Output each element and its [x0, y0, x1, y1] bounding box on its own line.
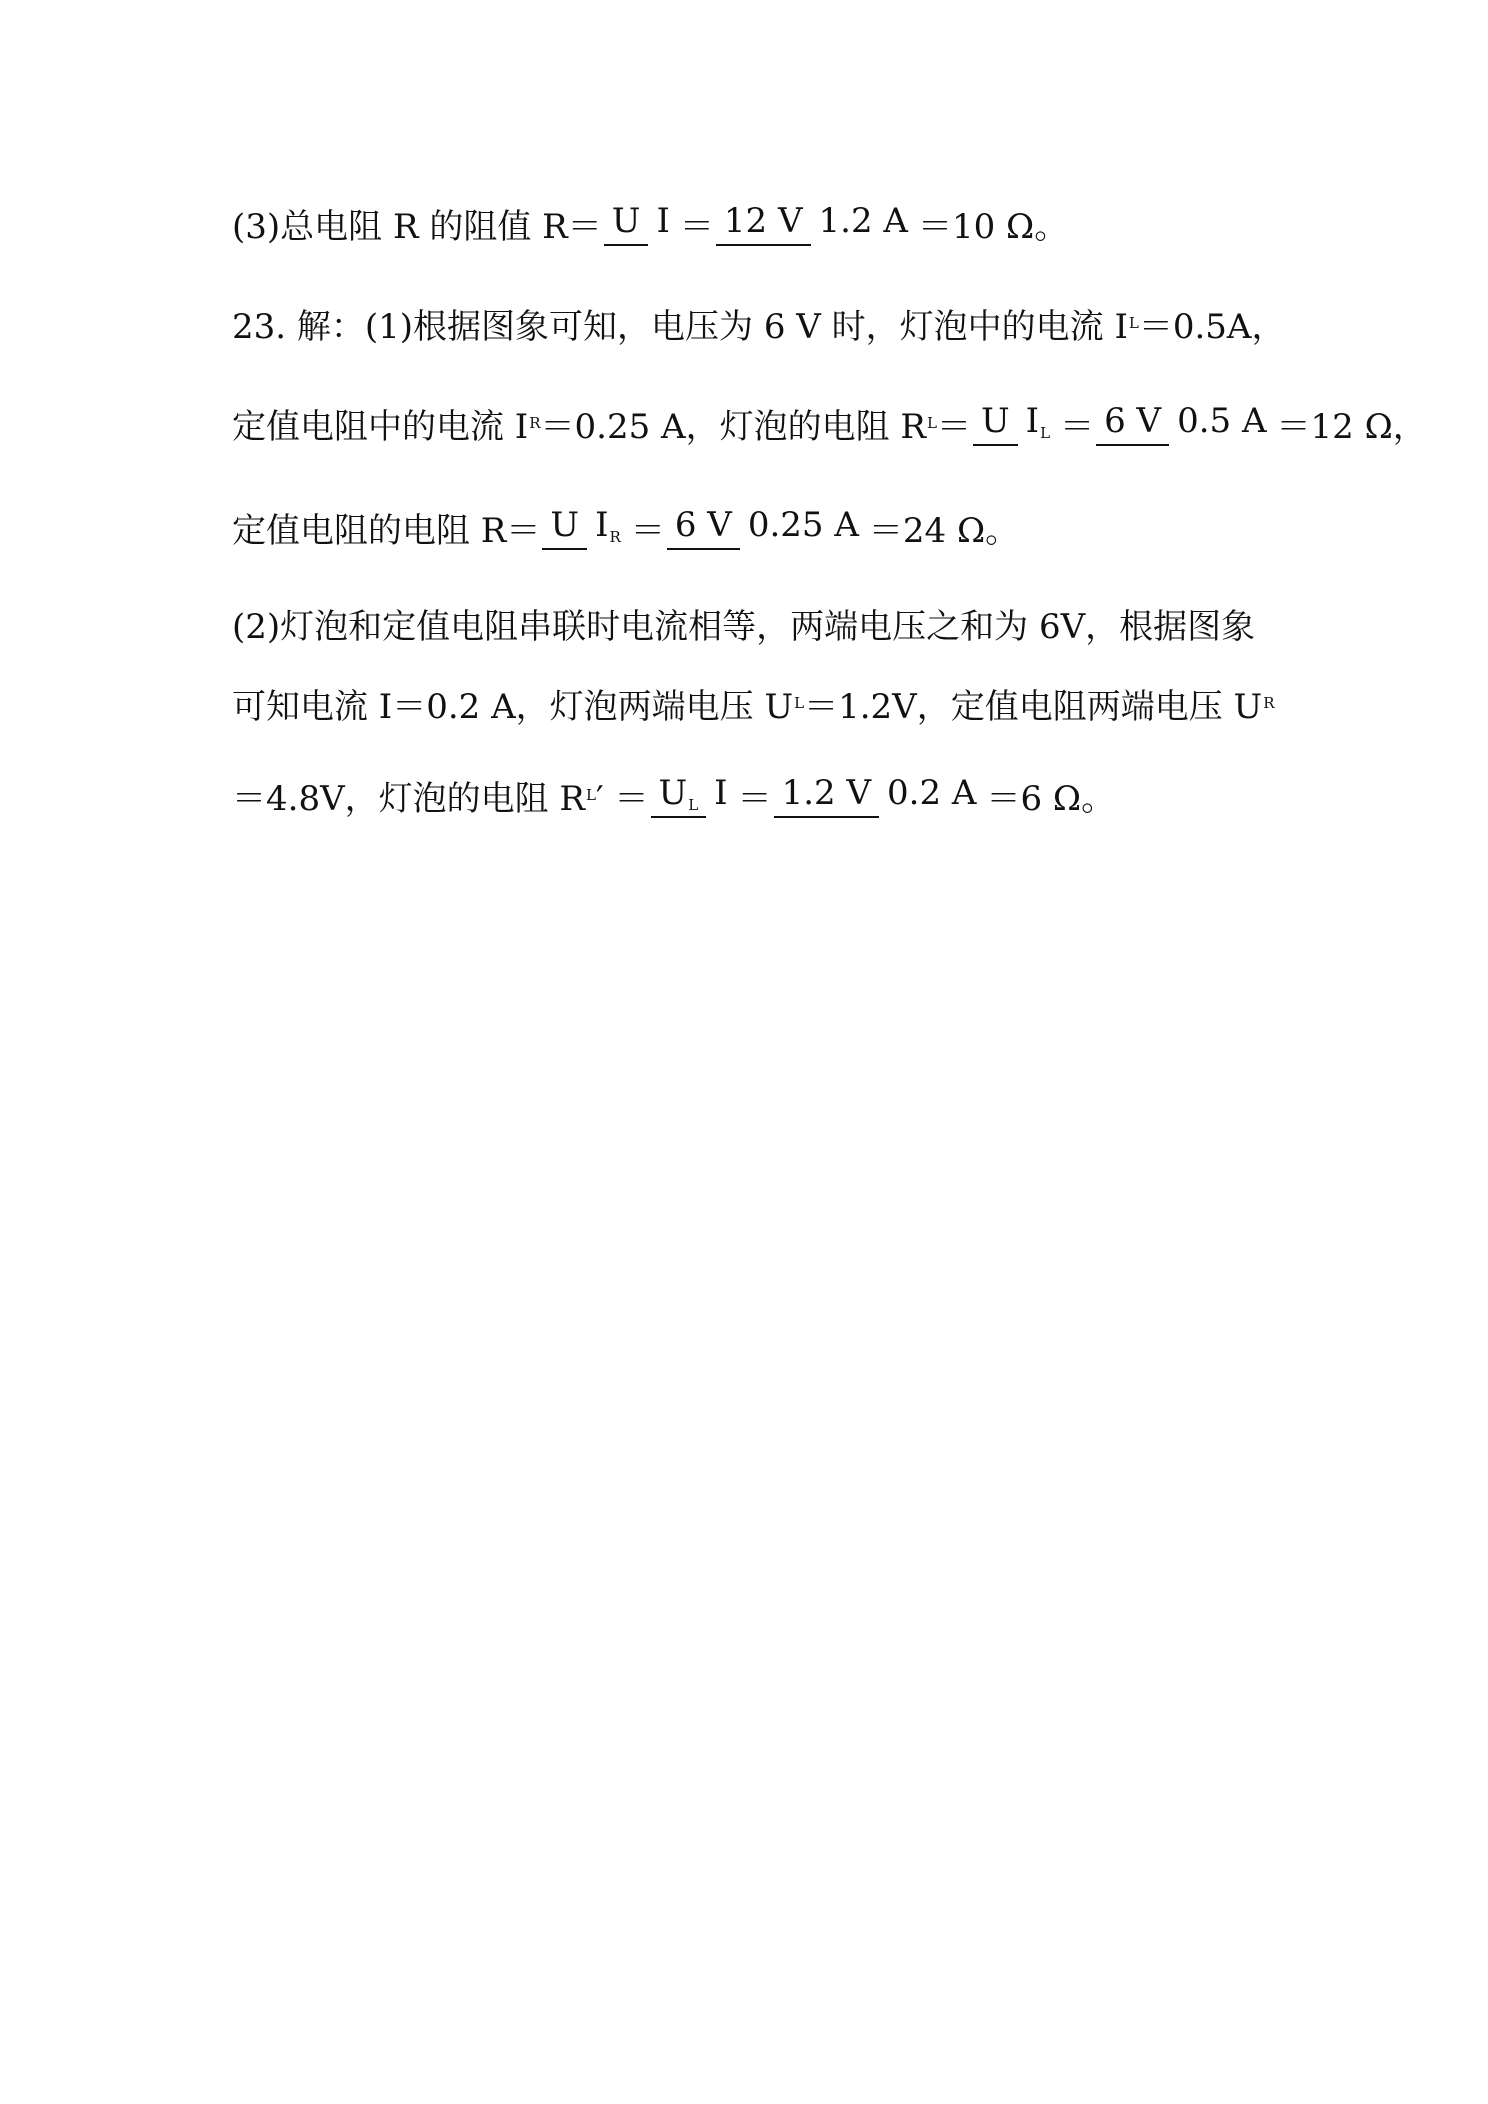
denominator-text: 0.2 A [887, 773, 977, 814]
numerator-text: U [981, 401, 1010, 442]
fraction [542, 504, 628, 549]
denominator-text: I [656, 201, 670, 242]
numerator-text: 12 V [723, 201, 803, 242]
denominator-text: I [714, 772, 728, 813]
fraction-denominator [587, 504, 629, 546]
text-run: ＝24 Ω。 [868, 510, 1020, 551]
text-run: 定值电阻中的电流 I [232, 406, 529, 447]
solution-23-fixed-resistance [232, 472, 1019, 582]
numerator-subscript: L [688, 795, 699, 814]
denominator-text: I [595, 505, 609, 546]
text-run: ＝ [737, 778, 772, 819]
denominator-text: 0.25 A [747, 505, 859, 546]
text-run: ′ ＝ [596, 778, 649, 819]
text-run: ＝0.5A， [1138, 306, 1286, 347]
fraction-denominator [879, 772, 984, 813]
subscript: L [927, 414, 937, 432]
fraction [1096, 400, 1274, 445]
numerator-text: U [611, 201, 641, 242]
text-run: ＝ [1060, 406, 1095, 447]
subscript: R [1263, 694, 1275, 712]
fraction [604, 200, 678, 245]
denominator-text: I [1025, 401, 1040, 442]
solution-23-part2-bulb-resistance [232, 740, 1115, 850]
denominator-subscript: L [1040, 424, 1051, 443]
fraction-numerator [774, 774, 879, 817]
text-run: 可知电流 I＝0.2 A，灯泡两端电压 U [232, 686, 794, 727]
fraction-numerator [667, 506, 740, 549]
fraction-denominator [648, 200, 677, 241]
denominator-text: 1.2 A [818, 201, 908, 242]
subscript: R [529, 414, 541, 432]
fraction-denominator [1169, 400, 1274, 441]
text-run: (3)总电阻 R 的阻值 R＝ [232, 206, 602, 247]
fraction-numerator [1096, 402, 1169, 445]
fraction-denominator [811, 200, 916, 241]
text-run: ＝12 Ω， [1276, 406, 1427, 447]
solution-23-part1-intro [232, 268, 1285, 378]
numerator-text: 6 V [674, 505, 732, 546]
text-run: ＝10 Ω。 [917, 206, 1069, 247]
solution-line-3-total-resistance [232, 168, 1068, 278]
text-run: 定值电阻的电阻 R＝ [232, 510, 541, 551]
fraction [774, 772, 985, 817]
numerator-text: 6 V [1104, 401, 1162, 442]
subscript: L [794, 694, 805, 712]
text-run: ＝6 Ω。 [986, 778, 1116, 819]
denominator-subscript: R [609, 528, 621, 547]
text-run: (2)灯泡和定值电阻串联时电流相等，两端电压之和为 6V，根据图象 [232, 606, 1256, 647]
text-run: ＝ [679, 206, 714, 247]
fraction-numerator [651, 774, 707, 818]
fraction-numerator [973, 402, 1018, 445]
text-run: 23. 解：(1)根据图象可知，电压为 6 V 时，灯泡中的电流 I [232, 306, 1128, 347]
fraction [973, 400, 1058, 445]
fraction [651, 772, 736, 818]
numerator-text: U [550, 505, 580, 546]
fraction-numerator [604, 202, 649, 245]
solution-23-bulb-resistance [232, 368, 1427, 478]
text-run: ＝ [937, 406, 971, 447]
subscript: L [586, 786, 597, 804]
fraction [667, 504, 867, 549]
denominator-text: 0.5 A [1177, 401, 1267, 442]
text-run: ＝0.25 A，灯泡的电阻 R [540, 406, 927, 447]
numerator-text: U [658, 772, 688, 813]
text-run: ＝ [630, 510, 665, 551]
subscript: L [1128, 314, 1139, 332]
fraction-denominator [1018, 400, 1058, 442]
fraction [716, 200, 916, 245]
fraction-numerator [716, 202, 811, 245]
fraction-numerator [542, 506, 587, 549]
text-run: ＝4.8V，灯泡的电阻 R [232, 778, 586, 819]
fraction-denominator [740, 504, 867, 545]
numerator-text: 1.2 V [781, 773, 872, 814]
text-run: ＝1.2V，定值电阻两端电压 U [804, 686, 1263, 727]
fraction-denominator [706, 772, 735, 813]
